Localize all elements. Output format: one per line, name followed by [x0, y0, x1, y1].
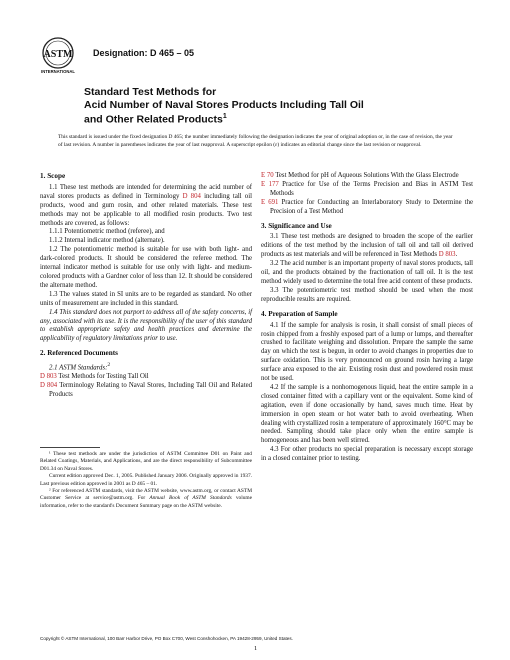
scope-1-1: 1.1 These test methods are intended for determining the acid number of naval stores products as defined in Terminology D 804 including tall oil products, wood and gum rosin, and other related materials. These test methods may not be applicable to all modified rosin products. Two test methods are covered, as follows:	[40, 183, 252, 227]
link-d804[interactable]: D 804	[182, 192, 201, 200]
svg-text:INTERNATIONAL: INTERNATIONAL	[41, 69, 75, 74]
scope-1-3: 1.3 The values stated in SI units are to be regarded as standard. No other units of measurement are included in this standard.	[40, 290, 252, 307]
preparation-4-2: 4.2 If the sample is a nonhomogenous liquid, heat the entire sample in a closed container fitted with a capillary vent or the equivalent. Some kind of agitation, even if done occasionally by hand, saves much time. Heat by immersion in open steam or hot water bath to avoid overheating. When dealing with crystallized rosin a temperature of approximately 160°C may be needed. Sampling should take place only when the entire sample is homogeneous and has been well stirred.	[261, 383, 473, 445]
preparation-4-3: 4.3 For other products no special preparation is necessary except storage in a closed container prior to testing.	[261, 446, 473, 463]
ref-item: D 804 Terminology Relating to Naval Stores, Including Tall Oil and Related Products	[40, 382, 252, 399]
link-d803-sig[interactable]: D 803	[438, 251, 456, 259]
ref-item: E 70 Test Method for pH of Aqueous Solutions With the Glass Electrode	[261, 172, 459, 179]
scope-heading: 1. Scope	[40, 172, 66, 180]
footnote-2: ² For referenced ASTM standards, visit the ASTM website, www.astm.org, or contact ASTM Customer Service at service@astm.org. For Annual Book of ASTM Standards volume information, refer to the standard's Document Summary page on the ASTM website.	[40, 488, 252, 509]
ref-item: E 691 Practice for Conducting an Interlaboratory Study to Determine the Precision of a Test Method	[261, 198, 474, 215]
astm-logo	[40, 37, 76, 75]
left-column	[40, 172, 252, 400]
link-d804-ref[interactable]: D 804	[40, 382, 58, 390]
svg-text:ASTM: ASTM	[43, 49, 73, 60]
page-number: 1	[254, 645, 258, 652]
footnote-1b: Current edition approved Dec. 1, 2005. Published January 2006. Originally approved in 1937. Last previous edition approved in 2001 as D 465 – 01.	[40, 473, 252, 487]
title-line-2: Acid Number of Naval Stores Products Including Tall Oil	[84, 98, 364, 111]
refdocs-heading: 2. Referenced Documents	[40, 349, 118, 358]
ref-item: D 803 Test Methods for Testing Tall Oil	[40, 373, 149, 381]
scope-1-1-2: 1.1.2 Internal indicator method (alternate).	[49, 237, 165, 245]
footnote-divider	[40, 447, 100, 448]
preparation-heading: 4. Preparation of Sample	[261, 309, 338, 318]
copyright-footer: Copyright © ASTM International, 100 Barr Harbor Drive, PO Box C700, West Conshohocken, PA 19428-2959, United States.	[40, 636, 293, 641]
scope-1-2: 1.2 The potentiometric method is suitable for use with both light- and dark-colored products. It should be considered the referee method. The internal indicator method is suitable for use only with light- and medium-colored products with a Gardner color of less than 12. It should be considered the alternate method.	[40, 246, 252, 289]
footnote-1: ¹ These test methods are under the jurisdiction of ASTM Committee D01 on Paint and Related Coatings, Materials, and Applications, and are the direct responsibility of Subcommittee D01.34 on Naval Stores.	[40, 451, 252, 472]
scope-1-4: 1.4 This standard does not purport to address all of the safety concerns, if any, associated with its use. It is the responsibility of the user of this standard to establish appropriate safety and health practices and determine the applicability of regulatory limitations prior to use.	[40, 308, 252, 343]
right-column	[261, 172, 473, 464]
significance-heading: 3. Significance and Use	[261, 221, 332, 230]
title-line-1: Standard Test Methods for	[84, 86, 217, 98]
link-e177[interactable]: E 177	[261, 180, 279, 188]
significance-3-3: 3.3 The potentiometric test method should be used when the most reproducible results are required.	[261, 286, 473, 303]
significance-3-2: 3.2 The acid number is an important property of naval stores products, tall oil, and the products obtained by the fractionation of tall oil. It is the test method widely used to determine the total free acid content of these products.	[261, 260, 473, 285]
significance-3-1: 3.1 These test methods are designed to broaden the scope of the earlier editions of the test method by the inclusion of tall oil and tall oil derived products as test materials and will be referenced in Test Methods D 803.	[261, 233, 473, 259]
link-e70[interactable]: E 70	[261, 172, 274, 179]
refdocs-2-1: 2.1 ASTM Standards:$^2$	[49, 362, 111, 372]
link-e691[interactable]: E 691	[261, 198, 279, 206]
designation: Designation: D 465 – 05	[93, 48, 195, 58]
issuance-notice: This standard is issued under the fixed designation D 465; the number immediately following the designation indicates the year of original adoption or, in the case of revision, the year of last revision. A number in parentheses indicates the year of last reapproval. A superscript epsilon (ε) indicates an editorial change since the last revision or reapproval.	[58, 134, 453, 148]
ref-item: E 177 Practice for Use of the Terms Precision and Bias in ASTM Test Methods	[261, 180, 473, 197]
preparation-4-1: 4.1 If the sample for analysis is rosin, it shall consist of small pieces of rosin chipped from a freshly exposed part of a lump or lumps, and thereafter crushed to facilitate weighing and dissolution. Prepare the sample the same day on which the test is begun, in order to avoid changes in properties due to surface oxidation. This is very pronounced on ground rosin having a large surface area exposed to the air. Existing rosin dust and powdered rosin must not be used.	[261, 321, 473, 383]
title-line-3: and Other Related Products$^1$	[84, 113, 227, 126]
footnotes	[40, 451, 252, 510]
scope-1-1-1: 1.1.1 Potentiometric method (referee), and	[49, 228, 165, 236]
title-footnote-mark: 1	[222, 113, 227, 120]
link-d803[interactable]: D 803	[40, 373, 57, 381]
document-title	[84, 86, 434, 126]
